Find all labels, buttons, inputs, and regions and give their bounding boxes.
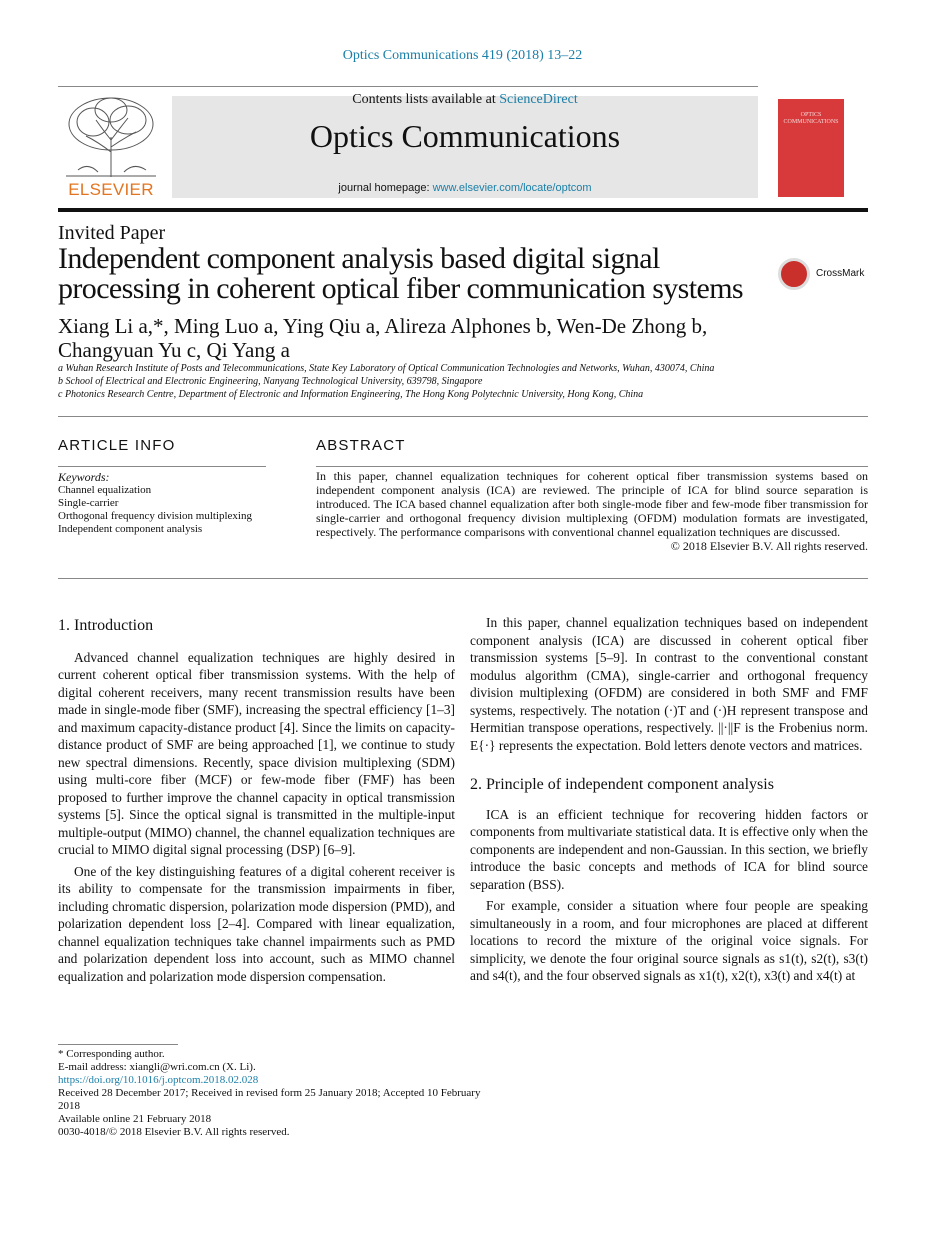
abstract-rule <box>316 466 868 467</box>
sciencedirect-link[interactable]: ScienceDirect <box>499 92 578 107</box>
homepage-link[interactable]: www.elsevier.com/locate/optcom <box>432 182 592 194</box>
keyword: Channel equalization <box>58 484 152 496</box>
contents-prefix: Contents lists available at <box>352 92 500 107</box>
journal-title: Optics Communications <box>309 118 621 154</box>
header-thick-rule <box>58 208 868 212</box>
article-type: Invited Paper <box>58 222 166 244</box>
body-column-left <box>58 617 455 985</box>
abstract-copyright: © 2018 Elsevier B.V. All rights reserved. <box>670 539 868 553</box>
footnote-rule <box>58 1044 178 1045</box>
abstract-body <box>316 469 868 553</box>
received-dates: Received 28 December 2017; Received in revised form 25 January 2018; Accepted 10 February 2018 <box>58 1087 481 1112</box>
body-paragraph: For example, consider a situation where four people are speaking simultaneously in a room, and four microphones are placed at different locations to record the mixture of the original voice signals. For simplicity, we denote the four original source signals as s1(t), s2(t), s3(t) and s4(t), and the four observed signals as x1(t), x2(t), x3(t) and x4(t) at <box>470 898 868 983</box>
crossmark-icon <box>778 258 810 290</box>
header-rule <box>58 86 758 87</box>
doi-link[interactable]: https://doi.org/10.1016/j.optcom.2018.02.028 <box>58 1074 259 1086</box>
journal-cover-title: OPTICS COMMUNICATIONS <box>783 112 839 125</box>
abstract-heading: ABSTRACT <box>316 437 406 454</box>
homepage-prefix: journal homepage: <box>338 182 433 194</box>
crossmark-badge[interactable] <box>778 258 865 290</box>
affiliation-b: b School of Electrical and Electronic Engineering, Nanyang Technological University, 639798, Singapore <box>58 376 483 387</box>
author-list[interactable]: Xiang Li a,*, Ming Luo a, Ying Qiu a, Alireza Alphones b, Wen-De Zhong b, Changyuan Yu c, Qi Yang a <box>58 314 708 362</box>
contents-line <box>172 92 758 108</box>
abstract-text: In this paper, channel equalization techniques for coherent optical fiber transmission systems based on independent component analysis (ICA) are reviewed. The principle of ICA for blind source separation is introduced. The ICA based channel equalization after both single-mode fiber and few-mode fiber transmission for single-carrier and orthogonal frequency division multiplexing (OFDM) modulation formats are investigated, respectively. The performance comparisons with conventional channel equalization techniques are discussed. <box>316 469 868 539</box>
article-title: Independent component analysis based digital signal processing in coherent optical fiber communication systems <box>58 242 744 305</box>
body-paragraph: One of the key distinguishing features of a digital coherent receiver is its ability to compensate for the transmission impairments in fiber, including chromatic dispersion, polarization mode dispersion (PMD), and polarization dependent loss [2–4]. Compared with linear equalization, channel equalization techniques take channel impairments such as PMD and polarization dependent loss into account, such as MIMO channel equalization and polarization mode dispersion compensation. <box>58 863 455 984</box>
article-info-rule <box>58 466 266 467</box>
keywords-heading: Keywords: <box>58 470 110 484</box>
affiliation-c: c Photonics Research Centre, Department of Electronic and Information Engineering, The Hong Kong Polytechnic University, Hong Kong, China <box>58 389 644 400</box>
body-paragraph: ICA is an efficient technique for recovering hidden factors or components from multivariate statistical data. It is effective only when the components are independent and non-Gaussian. In this section, we briefly introduce the basic concepts and methods of ICA for blind source separation (BSS). <box>470 806 869 892</box>
affiliation-a: a Wuhan Research Institute of Posts and Telecommunications, State Key Laboratory of Optical Communication Technologies and Networks, Wuhan, 430074, China <box>58 363 715 374</box>
body-paragraph: In this paper, channel equalization techniques based on independent component analysis (ICA) are discussed in coherent optical fiber transmission systems [5–9]. In contrast to the conventional constant modulus algorithm (CMA), single-carrier and orthogonal frequency division multiplexing (OFDM) are considered in both SMF and FMF systems, respectively. The notation (·)T and (·)H represent transpose and Hermitian transpose operations, respectively. ||·||F is the Frobenius norm. E{·} represents the expectation. Bold letters denote vectors and matrices. <box>470 615 868 753</box>
keyword: Single-carrier <box>58 497 119 509</box>
abstract-bottom-rule <box>58 578 868 579</box>
journal-homepage <box>172 182 758 194</box>
publisher-logo-text: ELSEVIER <box>68 180 154 199</box>
keyword: Orthogonal frequency division multiplexing <box>58 510 252 522</box>
crossmark-label: CrossMark <box>816 268 865 279</box>
corresponding-author-note: * Corresponding author. <box>58 1048 165 1060</box>
email-note[interactable]: E-mail address: xiangli@wri.com.cn (X. Li). <box>58 1061 256 1073</box>
affiliations <box>58 362 758 401</box>
section-heading-introduction: 1. Introduction <box>58 617 154 634</box>
article-info-heading: ARTICLE INFO <box>58 437 176 454</box>
section-rule <box>58 416 868 417</box>
body-column-right <box>470 614 868 985</box>
available-online: Available online 21 February 2018 <box>58 1113 212 1125</box>
body-paragraph: Advanced channel equalization techniques are highly desired in current coherent optical fiber transmission systems. With the help of digital coherent receivers, many recent transmission results have been made in single-mode fiber (SMF), increasing the spectral efficiency [1–3] and maximum capacity-distance product [4]. Since the limits on capacity-distance product of SMF are being approached [1], we continue to study new spectral dimensions. Recently, space division multiplexing (SDM) using multi-core fiber (MCF) or few-mode fiber (FMF) has been proposed to further improve the channel capacity in optical transmission systems [5]. Since the optical signal is transmitted in the multiple-input multiple-output (MIMO) channel, the channel equalization techniques are crucial to MIMO digital signal processing (DSP) [6–9]. <box>58 649 455 857</box>
footnote <box>58 1048 488 1139</box>
section-heading-principle: 2. Principle of independent component analysis <box>470 776 774 793</box>
issn-copyright: 0030-4018/© 2018 Elsevier B.V. All rights reserved. <box>58 1126 290 1138</box>
keyword: Independent component analysis <box>58 523 203 535</box>
journal-citation[interactable]: Optics Communications 419 (2018) 13–22 <box>342 48 583 63</box>
keywords-list <box>58 484 252 536</box>
